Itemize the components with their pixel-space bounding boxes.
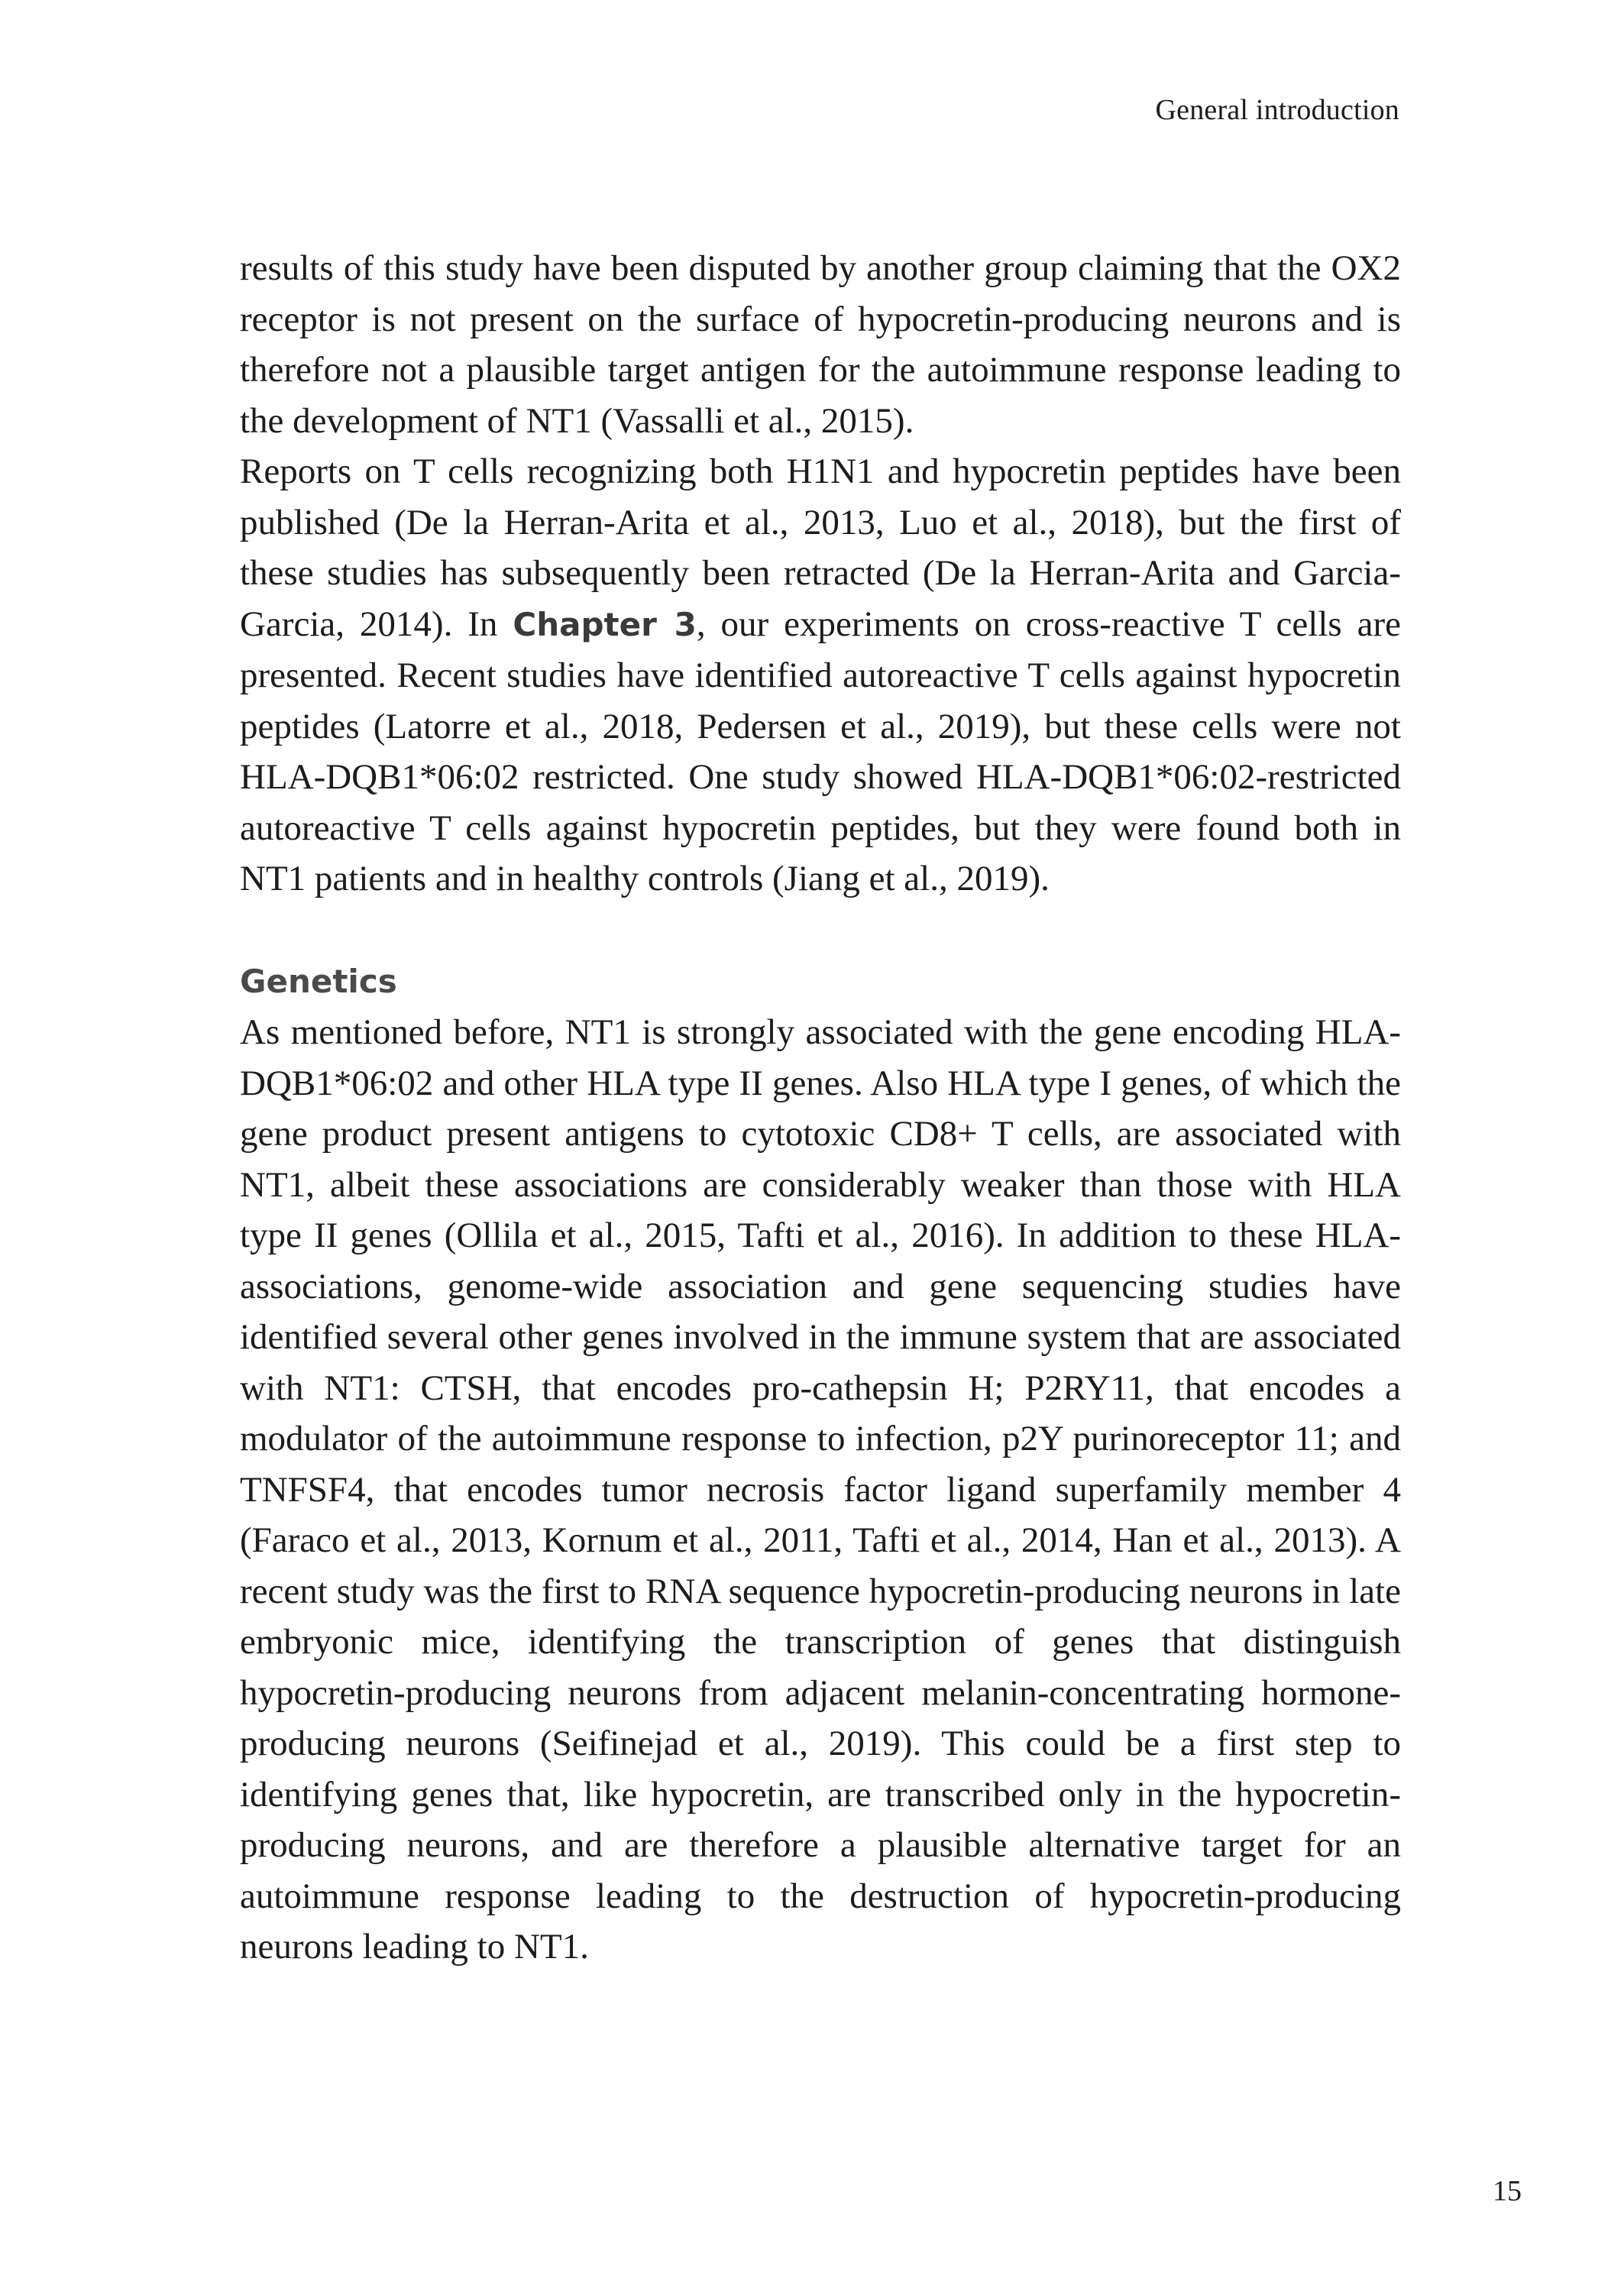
paragraph-t-cells-text-start: Reports on T cells recognizing both H1N1 and hypocretin peptides have been published (De la Herran-Arita et al., 2013, Luo et al., 2018), but the first of these studies has subsequently been retracted (De la Herran-Arita and Garcia-Garcia, 2014). In xyxy=(240,452,1401,644)
running-header: General introduction xyxy=(1155,94,1399,126)
paragraph-genetics: As mentioned before, NT1 is strongly associated with the gene encoding HLA-DQB1*06:02 and other HLA type II genes. Also HLA type I genes, of which the gene product present antigens to cytotoxic CD8+ T cells, are associated with NT1, albeit these associations are considerably weaker than those with HLA type II genes (Ollila et al., 2015, Tafti et al., 2016). In addition to these HLA-associations, genome-wide association and gene sequencing studies have identified several other genes involved in the immune system that are associated with NT1: CTSH, that encodes pro-cathepsin H; P2RY11, that encodes a modulator of the autoimmune response to infection, p2Y purinoreceptor 11; and TNFSF4, that encodes tumor necrosis factor ligand superfamily member 4 (Faraco et al., 2013, Kornum et al., 2011, Tafti et al., 2014, Han et al., 2013). A recent study was the first to RNA sequence hypocretin-producing neurons in late embryonic mice, identifying the transcription of genes that distinguish hypocretin-producing neurons from adjacent melanin-concentrating hormone-producing neurons (Seifinejad et al., 2019). This could be a first step to identifying genes that, like hypocretin, are transcribed only in the hypocretin-producing neurons, and are therefore a plausible alternative target for an autoimmune response leading to the destruction of hypocretin-producing neurons leading to NT1. xyxy=(240,1012,1401,1967)
paragraph-ox2-dispute: results of this study have been disputed by another group claiming that the OX2 receptor is not present on the surface of hypocretin-producing neurons and is therefore not a plausible target antigen for the autoimmune response leading to the development of NT1 (Vassalli et al., 2015). xyxy=(240,248,1401,441)
section-heading-genetics: Genetics xyxy=(240,962,397,1000)
main-text xyxy=(240,243,1401,1973)
page-number: 15 xyxy=(1493,2175,1522,2207)
paragraph-t-cells-text-end: , our experiments on cross-reactive T cells are presented. Recent studies have identified autoreactive T cells against hypocretin peptides (Latorre et al., 2018, Pedersen et al., 2019), but these cells were not HLA-DQB1*06:02 restricted. One study showed HLA-DQB1*06:02-restricted autoreactive T cells against hypocretin peptides, but they were found both in NT1 patients and in healthy controls (Jiang et al., 2019). xyxy=(240,604,1401,898)
paragraph-t-cells xyxy=(240,446,1401,905)
chapter-reference: Chapter 3 xyxy=(513,605,697,643)
